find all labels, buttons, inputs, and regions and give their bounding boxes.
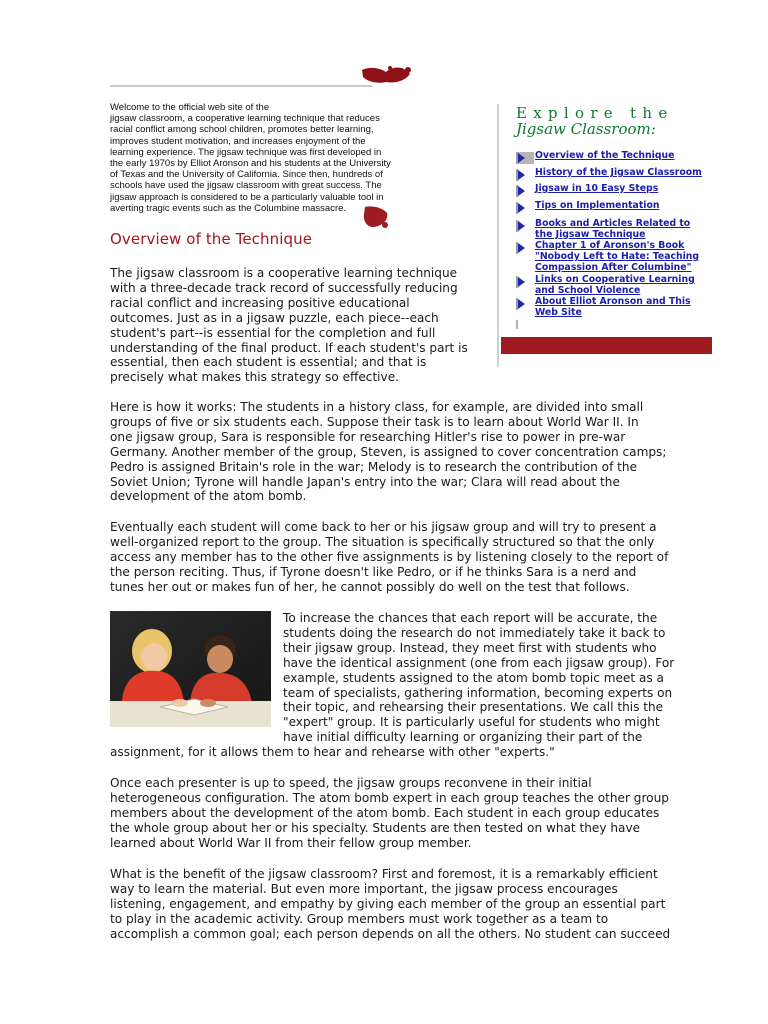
intro-line: racial conflict among school children, promotes better learning, [110,124,374,136]
sidebar-link[interactable] [535,297,691,319]
arrow-bullet-icon [518,243,525,253]
sidebar-link-text: the Jigsaw Technique [535,228,646,240]
sidebar-link-item[interactable] [516,201,659,212]
intro-line: improves student motivation, and increases enjoyment of the [110,135,366,147]
sidebar-link[interactable] [535,241,699,273]
sidebar-title-explore: Explore the [516,104,674,122]
paragraph-line: their jigsaw group. Instead, they meet first with students who [283,640,657,655]
sidebar-link[interactable] [535,219,690,241]
sidebar-link-text: and School Violence [535,284,641,296]
arrow-bullet-icon [518,203,525,213]
paragraph-line: precisely what makes this strategy so effective. [110,370,399,385]
arrow-bullet-icon [518,170,525,180]
sidebar-link-text: Chapter 1 of Aronson's Book [535,240,685,251]
paragraph-line: to play in the academic activity. Group members must work together as a team to [110,911,609,926]
sidebar-link-text: "Nobody Left to Hate: Teaching [535,250,700,262]
sidebar-link-text: Web Site [535,306,582,318]
paragraph-line: What is the benefit of the jigsaw classroom? First and foremost, it is a remarkably efficient [110,867,658,881]
arrow-bullet-icon [518,186,525,196]
paragraph-line: access any member has to the other five assignments is by listening closely to the report of [110,549,669,564]
paragraph-line: "expert" group. It is particularly useful for students who might [283,715,660,730]
intro-line: schools have used the jigsaw classroom with great success. The [110,180,382,192]
paragraph-line: racial conflict and increasing positive educational [110,295,410,310]
paragraph-line: their topic, and rehearsing their presentations. We call this the [283,700,664,715]
overview-paragraph-4 [283,611,723,745]
paragraph-line: Here is how it works: The students in a history class, for example, are divided into small [110,400,644,414]
sidebar-link-text: About Elliot Aronson and This [535,296,691,307]
paragraph-line: student's part--is essential for the completion and full [110,325,436,340]
red-splash-top-decoration [360,66,416,86]
sidebar-link-text: Jigsaw in 10 Easy Steps [535,183,659,194]
paragraph-line: The jigsaw classroom is a cooperative learning technique [110,266,458,280]
overview-paragraph-3 [110,520,720,595]
sidebar-bottom-bar [501,337,712,354]
paragraph-line: Germany. Another member of the group, Steven, is assigned to cover concentration camps; [110,444,667,459]
sidebar-link[interactable] [535,201,659,212]
paragraph-line: Eventually each student will come back to her or his jigsaw group and will try to present a [110,520,657,534]
arrow-bullet-icon [518,221,525,231]
arrow-bullet-icon [518,153,525,163]
sidebar-title-jigsaw: Jigsaw Classroom: [516,120,656,138]
sidebar-link-item[interactable] [516,241,699,273]
intro-line: learning experience. The jigsaw technique was first developed in [110,146,382,158]
sidebar-link-item[interactable] [516,184,658,195]
intro-line: jigsaw classroom, a cooperative learning technique that reduces [110,113,380,125]
paragraph-line: groups of five or six students each. Suppose their task is to learn about World War II. In [110,414,639,429]
sidebar-link[interactable] [535,168,702,179]
paragraph-line: Once each presenter is up to speed, the jigsaw groups reconvene in their initial [110,776,592,790]
paragraph-line: development of the atom bomb. [110,489,307,504]
paragraph-line: one jigsaw group, Sara is responsible for researching Hitler's rise to power in pre-war [110,429,626,444]
paragraph-line: have the identical assignment (one from each jigsaw group). For [283,655,675,670]
paragraph-line: learned about World War II from their fellow group member. [110,835,472,850]
sidebar-link[interactable] [535,275,695,297]
paragraph-line: with a three-decade track record of successfully reducing [110,280,458,295]
sidebar-link-text: Overview of the Technique [535,150,675,161]
top-divider [110,85,372,87]
sidebar-link-item[interactable] [516,168,702,179]
paragraph-line: way to learn the material. But even more important, the jigsaw process encourages [110,881,618,896]
sidebar-link-text: Compassion After Columbine" [535,261,692,273]
overview-paragraph-4-end: assignment, for it allows them to hear and rehearse with other "experts." [110,745,555,759]
paragraph-line: heterogeneous configuration. The atom bomb expert in each group teaches the other group [110,790,669,805]
paragraph-line: accomplish a common goal; each person depends on all the others. No student can succeed [110,926,671,941]
sidebar-link[interactable] [535,184,658,195]
sidebar-link-item[interactable] [516,297,691,319]
intro-line: jigsaw approach is considered to be a particularly valuable tool in [110,191,384,203]
paragraph-line: listening, engagement, and empathy by giving each member of the group an essential part [110,896,666,911]
paragraph-line: students doing the research do not immediately take it back to [283,625,666,640]
overview-paragraph-2 [110,400,720,504]
paragraph-line: have initial difficulty learning or organizing their part of the [283,730,643,745]
paragraph-line: essential, then each student is essential; and that is [110,355,427,370]
intro-paragraph [110,102,445,214]
paragraph-line: tunes her out or makes fun of her, he cannot possibly do well on the test that follows. [110,579,630,594]
overview-paragraph-6 [110,867,730,942]
intro-line: of Texas and the University of California. Since then, hundreds of [110,169,383,181]
arrow-bullet-icon [518,277,525,287]
paragraph-line: understanding of the final product. If each student's part is [110,340,468,355]
intro-line: the early 1970s by Elliot Aronson and his students at the University [110,158,391,170]
intro-line: Welcome to the official web site of the [110,102,270,113]
overview-paragraph-5 [110,776,730,851]
overview-heading: Overview of the Technique [110,230,313,248]
intro-line: averting tragic events such as the Columbine massacre. [110,202,347,214]
sidebar-link-text: Books and Articles Related to [535,218,691,229]
paragraph-line: Soviet Union; Tyrone will handle Japan's entry into the war; Clara will read about the [110,474,620,489]
paragraph-line: team of specialists, gathering information, becoming experts on [283,685,673,700]
sidebar-link[interactable] [535,151,674,162]
paragraph-line: To increase the chances that each report will be accurate, the [283,611,658,625]
arrow-bullet-icon [518,299,525,309]
paragraph-line: the whole group about her or his specialty. Students are then tested on what they have [110,820,641,835]
sidebar-end-tick [516,320,518,329]
sidebar-link-text: Links on Cooperative Learning [535,274,695,285]
paragraph-line: well-organized report to the group. The situation is specifically structured so that the only [110,534,655,549]
paragraph-line: example, students assigned to the atom bomb topic meet as a [283,670,664,685]
sidebar-link-item[interactable] [516,219,690,241]
sidebar-link-text: Tips on Implementation [535,200,660,211]
overview-paragraph-1 [110,266,500,385]
sidebar-link-item[interactable] [516,275,695,297]
sidebar-link-item[interactable] [516,151,674,162]
sidebar-link-text: History of the Jigsaw Classroom [535,167,702,178]
paragraph-line: outcomes. Just as in a jigsaw puzzle, each piece--each [110,310,439,325]
paragraph-line: members about the development of the atom bomb. Each student in each group educates [110,805,660,820]
paragraph-line: Pedro is assigned Britain's role in the war; Melody is to research the contribution of the [110,459,638,474]
paragraph-line: the person reciting. Thus, if Tyrone doesn't like Pedro, or if he thinks Sara is a nerd and [110,564,637,579]
students-reading-photo [110,611,271,727]
